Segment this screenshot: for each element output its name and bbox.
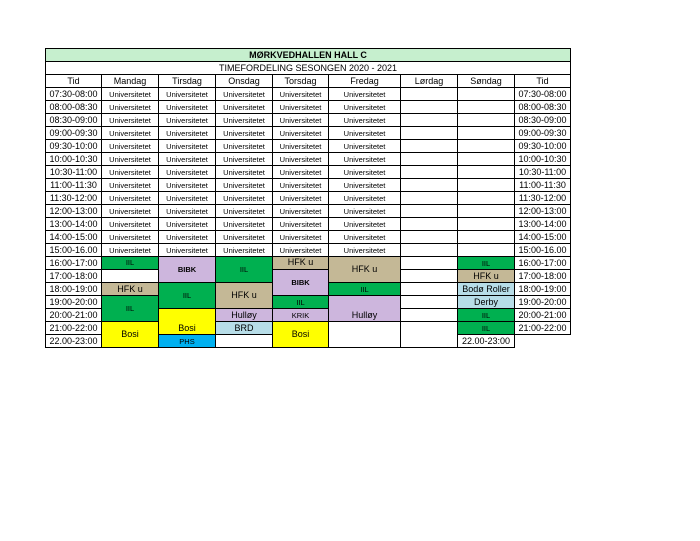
- university-cell: Universitetet: [329, 153, 401, 166]
- sheet-subtitle: TIMEFORDELING SESONGEN 2020 - 2021: [46, 62, 571, 75]
- university-cell: Universitetet: [216, 101, 273, 114]
- university-cell: Universitetet: [159, 166, 216, 179]
- time-row: [46, 153, 571, 166]
- time-cell: 07:30-08:00: [515, 88, 571, 101]
- title-row: [46, 49, 571, 62]
- column-header: Onsdag: [216, 75, 273, 88]
- empty-cell: [329, 322, 401, 348]
- booking-cell: HFK u: [102, 283, 159, 296]
- time-cell: 11:00-11:30: [46, 179, 102, 192]
- time-cell: 10:00-10:30: [515, 153, 571, 166]
- university-cell: Universitetet: [329, 231, 401, 244]
- booking-cell: PHS: [159, 335, 216, 348]
- time-cell: 12:00-13:00: [46, 205, 102, 218]
- university-cell: Universitetet: [102, 140, 159, 153]
- time-cell: 10:30-11:00: [46, 166, 102, 179]
- booking-cell: IIL: [216, 257, 273, 283]
- time-cell: 09:00-09:30: [515, 127, 571, 140]
- university-cell: Universitetet: [273, 205, 329, 218]
- time-row: [46, 257, 571, 270]
- empty-cell: [401, 270, 458, 283]
- university-cell: Universitetet: [329, 114, 401, 127]
- university-cell: Universitetet: [216, 205, 273, 218]
- time-cell: 21:00-22:00: [515, 322, 571, 335]
- booking-cell: HFK u: [329, 257, 401, 283]
- time-row: [46, 166, 571, 179]
- booking-cell: IIL: [102, 296, 159, 322]
- time-cell: 08:00-08:30: [515, 101, 571, 114]
- time-cell: 13:00-14:00: [515, 218, 571, 231]
- column-header: Fredag: [329, 75, 401, 88]
- time-row: [46, 114, 571, 127]
- time-cell: 15:00-16.00: [46, 244, 102, 257]
- booking-cell: HFK u: [458, 270, 515, 283]
- university-cell: Universitetet: [329, 205, 401, 218]
- empty-cell: [401, 127, 458, 140]
- empty-cell: [458, 127, 515, 140]
- university-cell: Universitetet: [102, 218, 159, 231]
- empty-cell: [401, 153, 458, 166]
- time-cell: 20:00-21:00: [46, 309, 102, 322]
- university-cell: Universitetet: [102, 231, 159, 244]
- time-cell: 08:30-09:00: [515, 114, 571, 127]
- empty-cell: [401, 283, 458, 296]
- empty-cell: [401, 309, 458, 322]
- university-cell: Universitetet: [216, 218, 273, 231]
- booking-cell: Bodø Roller: [458, 283, 515, 296]
- university-cell: Universitetet: [159, 179, 216, 192]
- booking-cell: IIL: [458, 322, 515, 335]
- university-cell: Universitetet: [216, 192, 273, 205]
- university-cell: Universitetet: [216, 244, 273, 257]
- university-cell: Universitetet: [159, 140, 216, 153]
- empty-cell: [102, 270, 159, 283]
- university-cell: Universitetet: [216, 114, 273, 127]
- booking-cell: Derby: [458, 296, 515, 309]
- time-cell: 20:00-21:00: [515, 309, 571, 322]
- empty-cell: [401, 166, 458, 179]
- empty-cell: [401, 296, 458, 309]
- time-cell: 16:00-17:00: [515, 257, 571, 270]
- university-cell: Universitetet: [102, 192, 159, 205]
- university-cell: Universitetet: [273, 101, 329, 114]
- time-row: [46, 205, 571, 218]
- time-cell: 13:00-14:00: [46, 218, 102, 231]
- empty-cell: [458, 166, 515, 179]
- time-cell: 10:00-10:30: [46, 153, 102, 166]
- empty-cell: [401, 205, 458, 218]
- time-cell: 08:30-09:00: [46, 114, 102, 127]
- empty-cell: [401, 88, 458, 101]
- time-row: [46, 244, 571, 257]
- time-cell: 15:00-16.00: [515, 244, 571, 257]
- time-cell: 17:00-18:00: [515, 270, 571, 283]
- empty-cell: [401, 231, 458, 244]
- sheet-title: MØRKVEDHALLEN HALL C: [46, 49, 571, 62]
- university-cell: Universitetet: [159, 218, 216, 231]
- time-row: [46, 322, 571, 335]
- university-cell: Universitetet: [159, 244, 216, 257]
- column-header: Lørdag: [401, 75, 458, 88]
- university-cell: Universitetet: [329, 166, 401, 179]
- empty-cell: [401, 101, 458, 114]
- time-row: [46, 88, 571, 101]
- university-cell: Universitetet: [159, 101, 216, 114]
- time-row: [46, 192, 571, 205]
- column-header: Tid: [46, 75, 102, 88]
- booking-cell: HFK u: [273, 257, 329, 270]
- empty-cell: [216, 335, 273, 348]
- university-cell: Universitetet: [273, 179, 329, 192]
- empty-cell: [458, 114, 515, 127]
- empty-cell: [458, 88, 515, 101]
- booking-cell: IIL: [458, 309, 515, 322]
- time-cell: 19:00-20:00: [46, 296, 102, 309]
- column-header: Tid: [515, 75, 571, 88]
- booking-cell: IIL: [102, 257, 159, 270]
- empty-cell: [458, 231, 515, 244]
- university-cell: Universitetet: [216, 88, 273, 101]
- university-cell: Universitetet: [273, 153, 329, 166]
- booking-cell: Bosi: [273, 322, 329, 348]
- university-cell: Universitetet: [102, 153, 159, 166]
- time-row: [46, 296, 571, 309]
- university-cell: Universitetet: [273, 218, 329, 231]
- schedule-table: [45, 48, 571, 348]
- university-cell: Universitetet: [329, 127, 401, 140]
- time-cell: 08:00-08:30: [46, 101, 102, 114]
- university-cell: Universitetet: [216, 166, 273, 179]
- booking-cell: Bosi: [159, 309, 216, 335]
- empty-cell: [458, 153, 515, 166]
- empty-cell: [458, 179, 515, 192]
- university-cell: Universitetet: [159, 205, 216, 218]
- time-row: [46, 231, 571, 244]
- time-row: [46, 127, 571, 140]
- empty-cell: [401, 114, 458, 127]
- time-row: [46, 179, 571, 192]
- time-cell: 19:00-20:00: [515, 296, 571, 309]
- time-cell: 07:30-08:00: [46, 88, 102, 101]
- time-cell: 11:30-12:00: [46, 192, 102, 205]
- header-row: [46, 75, 571, 88]
- time-cell: 21:00-22:00: [46, 322, 102, 335]
- column-header: Tirsdag: [159, 75, 216, 88]
- time-cell: 11:30-12:00: [515, 192, 571, 205]
- university-cell: Universitetet: [159, 114, 216, 127]
- empty-cell: [401, 244, 458, 257]
- university-cell: Universitetet: [102, 101, 159, 114]
- university-cell: Universitetet: [102, 88, 159, 101]
- university-cell: Universitetet: [329, 244, 401, 257]
- booking-cell: IIL: [159, 283, 216, 309]
- time-row: [46, 140, 571, 153]
- booking-cell: Bosi: [102, 322, 159, 348]
- booking-cell: BRD: [216, 322, 273, 335]
- university-cell: Universitetet: [216, 153, 273, 166]
- subtitle-row: [46, 62, 571, 75]
- university-cell: Universitetet: [329, 88, 401, 101]
- empty-cell: [401, 322, 458, 348]
- empty-cell: [401, 192, 458, 205]
- university-cell: Universitetet: [159, 153, 216, 166]
- university-cell: Universitetet: [273, 244, 329, 257]
- university-cell: Universitetet: [102, 244, 159, 257]
- time-row: [46, 101, 571, 114]
- time-cell: 12:00-13:00: [515, 205, 571, 218]
- booking-cell: IIL: [458, 257, 515, 270]
- empty-cell: [458, 140, 515, 153]
- university-cell: Universitetet: [273, 166, 329, 179]
- university-cell: Universitetet: [216, 127, 273, 140]
- university-cell: Universitetet: [273, 231, 329, 244]
- university-cell: Universitetet: [102, 127, 159, 140]
- university-cell: Universitetet: [329, 179, 401, 192]
- time-cell: 18:00-19:00: [515, 283, 571, 296]
- university-cell: Universitetet: [273, 140, 329, 153]
- time-cell: 22.00-23:00: [458, 335, 515, 348]
- university-cell: Universitetet: [273, 88, 329, 101]
- university-cell: Universitetet: [329, 218, 401, 231]
- booking-cell: Hulløy: [329, 296, 401, 322]
- university-cell: Universitetet: [273, 114, 329, 127]
- time-cell: 22.00-23:00: [46, 335, 102, 348]
- time-row: [46, 270, 571, 283]
- booking-cell: HFK u: [216, 283, 273, 309]
- university-cell: Universitetet: [329, 101, 401, 114]
- time-row: [46, 218, 571, 231]
- university-cell: Universitetet: [159, 127, 216, 140]
- university-cell: Universitetet: [273, 127, 329, 140]
- booking-cell: IIL: [329, 283, 401, 296]
- university-cell: Universitetet: [216, 140, 273, 153]
- university-cell: Universitetet: [102, 205, 159, 218]
- university-cell: Universitetet: [329, 192, 401, 205]
- empty-cell: [458, 244, 515, 257]
- university-cell: Universitetet: [102, 114, 159, 127]
- empty-cell: [401, 257, 458, 270]
- time-cell: 09:00-09:30: [46, 127, 102, 140]
- university-cell: Universitetet: [216, 179, 273, 192]
- empty-cell: [458, 192, 515, 205]
- empty-cell: [401, 140, 458, 153]
- time-cell: 16:00-17:00: [46, 257, 102, 270]
- column-header: Torsdag: [273, 75, 329, 88]
- time-cell: 17:00-18:00: [46, 270, 102, 283]
- column-header: Søndag: [458, 75, 515, 88]
- time-cell: 18:00-19:00: [46, 283, 102, 296]
- university-cell: Universitetet: [159, 88, 216, 101]
- university-cell: Universitetet: [159, 192, 216, 205]
- empty-cell: [458, 218, 515, 231]
- empty-cell: [458, 205, 515, 218]
- empty-cell: [458, 101, 515, 114]
- booking-cell: BIBK: [159, 257, 216, 283]
- time-cell: 10:30-11:00: [515, 166, 571, 179]
- time-cell: 09:30-10:00: [515, 140, 571, 153]
- empty-cell: [401, 179, 458, 192]
- column-header: Mandag: [102, 75, 159, 88]
- booking-cell: BIBK: [273, 270, 329, 296]
- university-cell: Universitetet: [216, 231, 273, 244]
- time-cell: 14:00-15:00: [46, 231, 102, 244]
- time-cell: 09:30-10:00: [46, 140, 102, 153]
- booking-cell: Hulløy: [216, 309, 273, 322]
- time-cell: 11:00-11:30: [515, 179, 571, 192]
- booking-cell: IIL: [273, 296, 329, 309]
- university-cell: Universitetet: [102, 179, 159, 192]
- university-cell: Universitetet: [159, 231, 216, 244]
- booking-cell: KRIK: [273, 309, 329, 322]
- university-cell: Universitetet: [329, 140, 401, 153]
- time-cell: 14:00-15:00: [515, 231, 571, 244]
- empty-cell: [401, 218, 458, 231]
- university-cell: Universitetet: [102, 166, 159, 179]
- university-cell: Universitetet: [273, 192, 329, 205]
